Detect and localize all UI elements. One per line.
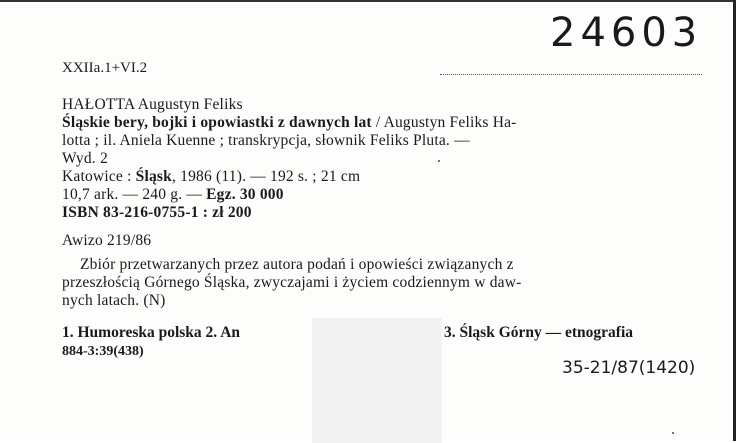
- title-rest: / Augustyn Feliks Ha-: [371, 114, 517, 131]
- responsibility-line: lotta ; il. Aniela Kuenne ; transkrypcja, słownik Feliks Pluta. —: [62, 132, 470, 149]
- speck: [672, 432, 674, 434]
- publication-place: Katowice :: [62, 168, 136, 185]
- redaction-patch: [312, 318, 442, 443]
- publication-line: [62, 168, 360, 186]
- copies: Egz. 30 000: [206, 186, 284, 203]
- note-line-3: nych latach. (N): [62, 292, 166, 309]
- publication-details: , 1986 (11). — 192 s. ; 21 cm: [172, 168, 361, 185]
- edition: Wyd. 2: [62, 150, 108, 167]
- physical-description: 10,7 ark. — 240 g. —: [62, 186, 207, 203]
- physical-line: [62, 186, 284, 204]
- awizo: Awizo 219/86: [62, 232, 152, 249]
- card-top-edge: [0, 0, 736, 2]
- classification-code: XXIIa.1+VI.2: [62, 60, 148, 76]
- publisher: Śląsk: [135, 168, 172, 185]
- subject-heading-1: 1. Humoreska polska 2. An: [62, 324, 241, 341]
- subject-heading-3: 3. Śląsk Górny — etnografia: [444, 324, 634, 341]
- accession-number: 24603: [550, 10, 703, 56]
- author-heading: HAŁOTTA Augustyn Feliks: [62, 96, 243, 113]
- speck: [438, 160, 440, 162]
- note-line-1: Zbiór przetwarzanych przez autora podań i opowieści związanych z: [80, 256, 514, 273]
- isbn: ISBN 83-216-0755-1 : zł 200: [62, 204, 252, 221]
- title-bold: Śląskie bery, bojki i opowiastki z dawnych lat: [62, 114, 372, 131]
- dotted-rule: [440, 74, 702, 75]
- note-line-2: przeszłością Górnego Śląska, zwyczajami i życiem codziennym w daw-: [62, 274, 522, 291]
- udc-code: 884-3:39(438): [62, 344, 144, 359]
- record-code: 35-21/87(1420): [562, 358, 696, 378]
- title-line: [62, 114, 517, 132]
